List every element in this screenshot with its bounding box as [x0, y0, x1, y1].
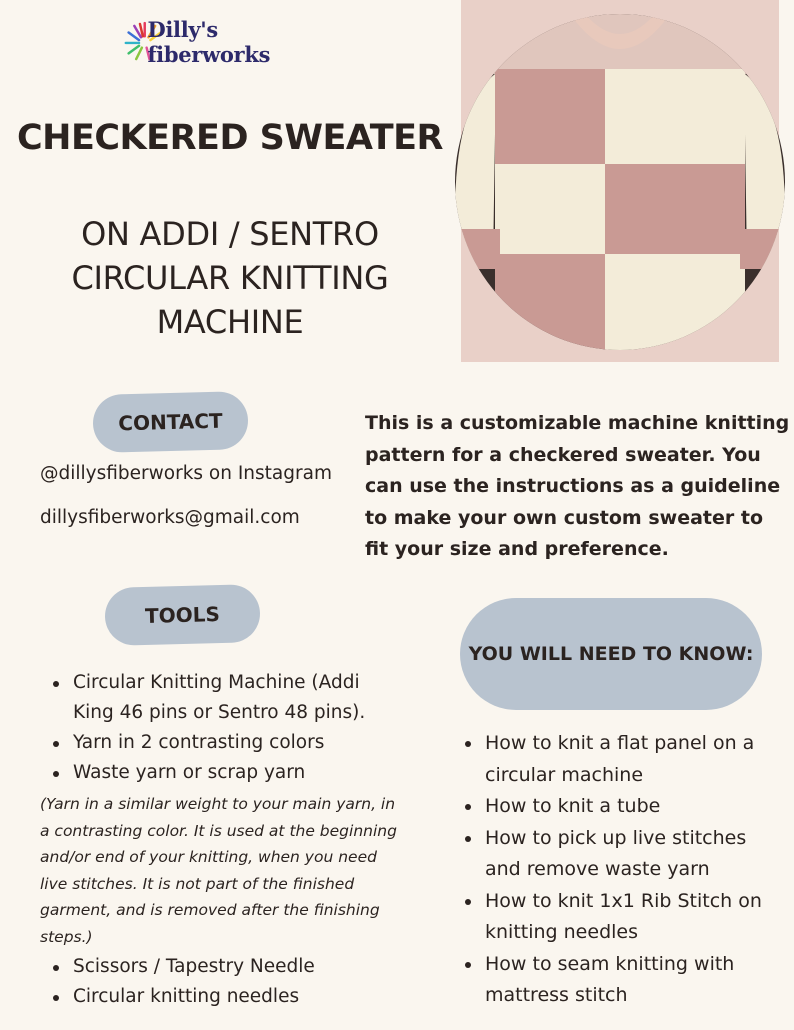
pattern-description: This is a customizable machine knitting pattern for a checkered sweater. You can use the instructions as a guideline to make your own custom sweater to fit your size and preference. [365, 412, 790, 560]
waste-yarn-note: (Yarn in a similar weight to your main yarn, in a contrasting color. It is used at the beginning and/or end of your knitting, when you need live stitches. It is not part of the finished garment, and is removed after the finishing steps.) [40, 795, 397, 946]
checkered-sweater-photo [455, 14, 785, 350]
email-address[interactable]: dillysfiberworks@gmail.com [40, 507, 300, 528]
list-item: Circular knitting needles [40, 982, 400, 1012]
brand-logo [122, 12, 337, 72]
list-item: Yarn in 2 contrasting colors [40, 728, 400, 758]
list-item: How to knit a flat panel on a circular machine [455, 728, 775, 791]
contact-heading: CONTACT [92, 391, 248, 453]
subtitle-line: CIRCULAR KNITTING [71, 259, 389, 297]
list-item: Circular Knitting Machine (Addi King 46 pins or Sentro 48 pins). [40, 668, 400, 728]
list-item: How to pick up live stitches and remove waste yarn [455, 823, 775, 886]
brand-name: Dilly's fiberworks [147, 17, 271, 67]
list-item: How to knit a tube [455, 791, 775, 823]
need-to-know-heading: YOU WILL NEED TO KNOW: [460, 598, 762, 710]
tools-list [40, 668, 400, 1012]
list-item: How to seam knitting with mattress stitch [455, 949, 775, 1012]
list-item: Waste yarn or scrap yarn [40, 758, 400, 788]
list-item: Scissors / Tapestry Needle [40, 952, 400, 982]
need-to-know-list [455, 728, 775, 1012]
subtitle-line: MACHINE [156, 303, 304, 341]
page-subtitle [20, 212, 440, 344]
instagram-handle[interactable]: @dillysfiberworks on Instagram [40, 463, 332, 484]
subtitle-line: ON ADDI / SENTRO [81, 215, 379, 253]
tools-heading: TOOLS [104, 584, 260, 646]
page-title: CHECKERED SWEATER [16, 118, 444, 158]
list-item: How to knit 1x1 Rib Stitch on knitting needles [455, 886, 775, 949]
